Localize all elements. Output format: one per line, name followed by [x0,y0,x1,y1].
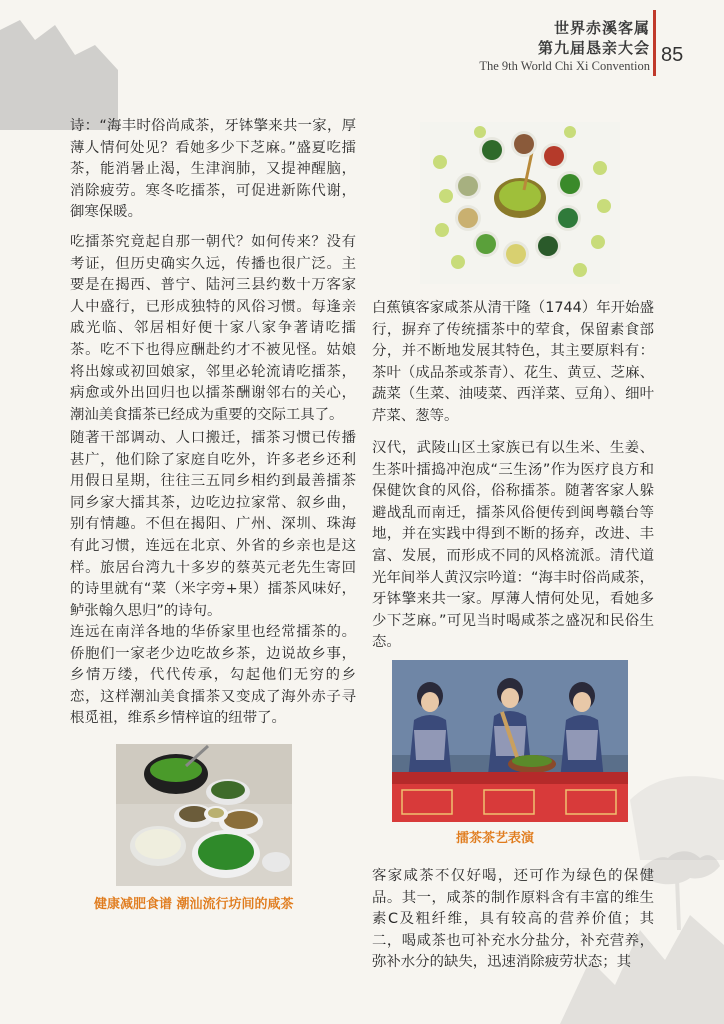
left-photo-caption: 健康减肥食谱 潮汕流行坊间的咸茶 [94,897,294,912]
left-paragraph-2: 吃擂茶究竟起自那一朝代？如何传来？没有考证，但历史确实久远，传播也很广泛。主要是在揭西、普宁、陆河三县约数十万客家人中盛行，已形成独特的风俗习惯。每逢亲戚光临、邻居相好便十家八家争著请吃擂茶。吃不下也得应酬赴约才不被见怪。姑娘将出嫁或初回娘家，邻里必轮流请吃擂茶，病愈或外出回归也以擂茶酬谢邻右的关心，潮汕美食擂茶已经成为重要的交际工具了。 [70,234,356,423]
header-line-3: The 9th World Chi Xi Convention [479,59,650,73]
tea-art-performance-photo [392,660,628,822]
left-paragraph-1: 诗：“海丰时俗尚咸茶，牙钵擎来共一家，厚薄人情何处见？看她多少下芝麻。”盛夏吃擂茶，能消暑止渴，生津润肺，又提神醒脑，消除疲劳。寒冬吃擂茶，可促进新陈代谢，御寒保暖。 [70,118,356,221]
header-line-2: 第九届恳亲大会 [537,39,650,57]
tea-ingredient-bowls-photo [420,122,620,284]
page-number: 85 [661,44,684,66]
right-paragraph-2: 汉代，武陵山区土家族已有以生米、生姜、生茶叶擂捣冲泡成“三生汤”作为医疗良方和保健饮食的风俗，俗称擂茶。随著客家人躲避战乱而南迁，擂茶风俗便传到闽粤赣台等地，并在实践中得到不断的扬弃，改进、丰富、发展，而形成不同的风格流派。清代道光年间举人黄汉宗吟道：“海丰时俗尚咸茶，牙钵擎来共一家。厚薄人情何处见，看她多少下芝麻。”可见当时喝咸茶之盛况和民俗生态。 [372,440,654,651]
left-paragraph-4: 连远在南洋各地的华侨家里也经常擂茶的。侨胞们一家老少边吃故乡茶，边说故乡事，乡情万缕，代代传承，勾起他们无穷的乡恋，这样潮汕美食擂茶又变成了海外赤子寻根觅祖，维系乡情梓谊的纽带了。 [70,624,356,727]
salty-tea-ingredients-photo [116,744,292,886]
header-line-1: 世界赤溪客属 [553,19,650,37]
left-paragraph-3: 随著干部调动、人口搬迁，擂茶习惯已传播甚广，他们除了家庭自吃外，许多老乡还利用假日星期，往往三五同乡相约到最善擂茶同乡家大擂其茶，边吃边拉家常、叙乡曲，别有情趣。不但在揭阳、广州、深圳、珠海有此习惯，连远在北京、外省的乡亲也是这样。旅居台湾九十多岁的蔡英元老先生寄回的诗里就有“菜（米字旁+果）擂茶风味好，鲈张翰久思归”的诗句。 [70,430,356,619]
right-paragraph-1: 白蕉镇客家咸茶从清干隆（1744）年开始盛行，摒弃了传统擂茶中的荤食，保留素食部分，并不断地发展其特色，其主要原料有：茶叶（成品茶或茶青）、花生、黄豆、芝麻、蔬菜（生菜、油唛菜、西洋菜、豆角）、细叶芹菜、葱等。 [372,300,654,424]
right-paragraph-3: 客家咸茶不仅好喝，还可作为绿色的保健品。其一，咸茶的制作原料含有丰富的维生素C及粗纤维，具有较高的营养价值；其二，喝咸茶也可补充水分盐分，补充营养，弥补水分的缺失，迅速消除疲劳状态；其 [372,868,654,971]
header [479,18,650,74]
right-photo-caption: 擂茶茶艺表演 [456,831,535,846]
header-accent-bar [653,10,656,76]
